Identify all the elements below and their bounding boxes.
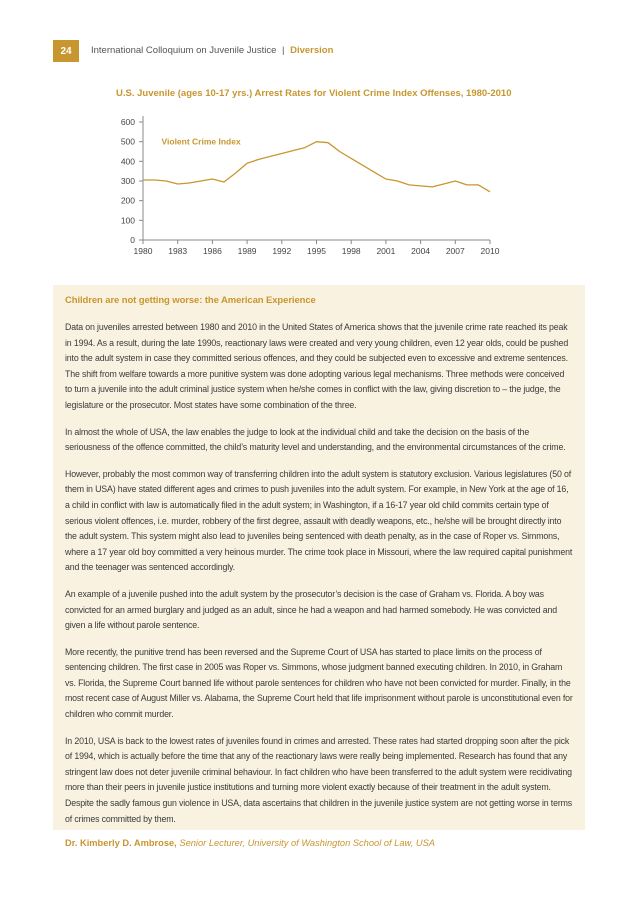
author-name: Dr. Kimberly D. Ambrose,	[65, 838, 177, 849]
paragraph-2: In almost the whole of USA, the law enables the judge to look at the individual child and take the decision on the basis of the seriousness of the offence committed, the child’s maturity level and understanding, and the environmental circumstances of the crime.	[65, 426, 566, 453]
y-tick-label: 300	[120, 176, 135, 186]
x-tick-label: 1986	[202, 246, 222, 256]
paragraph-4: An example of a juvenile pushed into the adult system by the prosecutor’s decision is the case of Graham vs. Florida. A boy was convicted for an armed burglary and judged as an adult, since he had a weapon and had harmed somebody. He was convicted and given a life without parole sentence.	[65, 588, 557, 631]
x-tick-label: 1995	[307, 246, 326, 256]
x-tick-label: 1989	[237, 246, 257, 256]
y-tick-label: 500	[120, 136, 135, 147]
y-tick-label: 100	[120, 215, 135, 226]
paragraph-5: More recently, the punitive trend has been reversed and the Supreme Court of USA has started to place limits on the process of sentencing children. The first case in 2005 was Roper vs. Simmons, whose judgment banned executing children. In 2010, in Graham vs. Florida, the Supreme Court banned life without parole sentences for children who have not been convicted for murder. Finally, in the most recent case of August Miller vs. Alabama, the Supreme Court held that life imprisonment without parole is unconstitutional even for children who commit murder.	[65, 646, 573, 720]
paragraph-6: In 2010, USA is back to the lowest rates of juveniles found in crimes and arrested. These rates had started dropping soon after the pick of 1994, which is actually before the time that any of the reactionary laws were really being implemented. Research has found that any stringent law does not deter juvenile criminal behaviour. In fact children who have been transferred to the adult system were recidivating more than their peers in juvenile justice institutions and turning more violent exactly because of their treatment in the adult system. Despite the sadly famous gun violence in USA, data ascertains that children in the juvenile justice system are not getting worse in terms of crimes committed by them.	[65, 735, 573, 824]
x-tick-label: 1980	[133, 246, 153, 256]
header-separator: |	[282, 45, 285, 56]
y-tick-label: 600	[120, 117, 135, 127]
x-tick-label: 2001	[376, 246, 396, 256]
article-box	[53, 285, 585, 849]
paragraph-3: However, probably the most common way of transferring children into the adult system is statutory exclusion. Various legislatures (50 of them in USA) have stated different ages and crimes to push juveniles into the adult system. For example, in New York at the age of 16, a child in conflict with law is automatically filed in the adult system; in Washington, if a 16-17 year old child commits certain type of serious violent offences, i.e. murder, robbery of the first degree, assault with deadly weapons, etc., he/she will be brought directly into the adult system. This system might also lead to juveniles being sentenced with death penalty, as in the case of Roper vs. Simmons, where a 17 year old boy committed a very heinous murder. The crime took place in Missouri, where the law required capital punishment and the teenager was sentenced accordingly.	[65, 468, 573, 573]
paragraph-1: Data on juveniles arrested between 1980 and 2010 in the United States of America shows that the juvenile crime rate reached its peak in 1994. As a result, during the late 1990s, reactionary laws were created and very young children, even 12 year olds, could be pushed into the adult system in case they committed serious offences, and they could be subjected even to excessive and extreme sentences. The shift from welfare towards a more punitive system was done adopting various legal mechanisms. Three methods were conceived to turn a juvenile into the adult criminal justice system when he/she comes in conflict with the law, giving discretion to – the judge, the legislature or the prosecutor. Most states have some combination of the three.	[65, 322, 569, 410]
section-name: Diversion	[290, 45, 334, 56]
arrest-rate-chart	[0, 80, 638, 275]
y-tick-label: 400	[120, 156, 135, 167]
series-line-violent-crime-index	[143, 142, 490, 192]
article-heading: Children are not getting worse: the American Experience	[65, 295, 316, 306]
x-tick-label: 1992	[272, 246, 292, 256]
x-tick-label: 1983	[168, 246, 188, 256]
author-credit	[65, 838, 573, 848]
page-header	[0, 40, 638, 62]
chart-canvas	[0, 80, 638, 275]
y-tick-label: 200	[120, 195, 135, 206]
page-number: 24	[53, 40, 79, 62]
x-tick-label: 2010	[480, 246, 500, 256]
author-role: Senior Lecturer, University of Washington School of Law, USA	[179, 838, 435, 849]
publication-title: International Colloquium on Juvenile Justice	[91, 45, 277, 56]
running-header	[91, 45, 333, 56]
series-label: Violent Crime Index	[161, 136, 241, 147]
x-tick-label: 2004	[411, 246, 431, 256]
x-tick-label: 2007	[445, 246, 465, 256]
x-tick-label: 1998	[341, 246, 361, 256]
y-tick-label: 0	[130, 235, 135, 245]
chart-title: U.S. Juvenile (ages 10-17 yrs.) Arrest Rates for Violent Crime Index Offenses, 1980-2010	[116, 88, 512, 99]
